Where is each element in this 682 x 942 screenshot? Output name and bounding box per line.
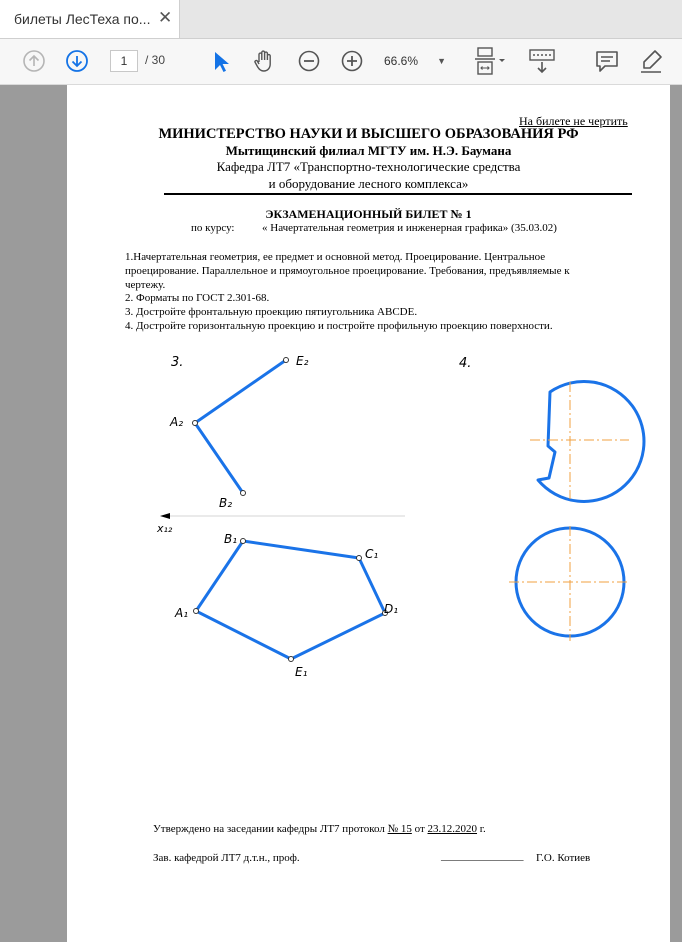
task3-label: 3. — [171, 355, 184, 370]
select-tool-icon[interactable] — [210, 50, 232, 74]
branch-title: Мытищинский филиал МГТУ им. Н.Э. Баумана — [225, 143, 512, 158]
course-name: « Начертательная геометрия и инженерная графика» (35.03.02) — [262, 222, 557, 234]
tab-bar — [0, 0, 682, 39]
point-E2 — [284, 358, 289, 363]
protocol-number: № 15 — [387, 823, 412, 835]
document-viewer[interactable] — [0, 85, 682, 942]
keyboard-scroll-icon[interactable] — [527, 47, 557, 75]
point-A1 — [194, 609, 199, 614]
comment-icon[interactable] — [594, 49, 620, 75]
ministry-title: МИНИСТЕРСТВО НАУКИ И ВЫСШЕГО ОБРАЗОВАНИЯ РФ — [158, 126, 579, 142]
zoom-level-select[interactable] — [384, 50, 450, 72]
ticket-title: ЭКЗАМЕНАЦИОННЫЙ БИЛЕТ № 1 — [265, 207, 472, 221]
highlight-pen-icon[interactable] — [638, 48, 664, 74]
previous-page-icon[interactable] — [22, 49, 46, 73]
approval-from: от — [414, 823, 425, 835]
tab-close-icon[interactable]: ✕ — [158, 8, 173, 27]
head-of-department-name: Г.О. Котиев — [536, 852, 591, 864]
protocol-date: 23.12.2020 — [427, 823, 478, 835]
zoom-in-icon[interactable] — [340, 49, 364, 73]
point-A2 — [193, 421, 198, 426]
point-E1 — [289, 657, 294, 662]
label-E2: E₂ — [296, 354, 309, 368]
zoom-out-icon[interactable] — [297, 49, 321, 73]
label-E1: E₁ — [295, 665, 308, 679]
approval-text: Утверждено на заседании кафедры ЛТ7 протокол — [153, 823, 385, 835]
axis-label: x₁₂ — [157, 522, 173, 535]
chevron-down-icon: ▼ — [437, 56, 446, 66]
page-number-input[interactable]: 1 — [110, 50, 138, 72]
page-total: / 30 — [145, 53, 166, 67]
department-line-2: и оборудование лесного комплекса» — [268, 176, 469, 191]
label-D1: D₁ — [384, 602, 399, 616]
drawing-area — [67, 85, 670, 942]
do-not-draw-note: На билете не чертить — [519, 114, 628, 128]
label-C1: C₁ — [365, 547, 379, 561]
question-2: 2. Форматы по ГОСТ 2.301-68. — [125, 292, 270, 304]
department-line-1: Кафедра ЛТ7 «Транспортно-технологические средства — [216, 159, 521, 174]
axis-arrow-icon — [160, 513, 170, 519]
fit-page-icon[interactable] — [473, 46, 509, 76]
next-page-icon[interactable] — [65, 49, 89, 73]
question-3: 3. Достройте фронтальную проекцию пятиугольника ABCDE. — [125, 306, 418, 318]
question-4: 4. Достройте горизонтальную проекцию и постройте профильную проекцию поверхности. — [125, 320, 553, 332]
label-A2: A₂ — [170, 415, 184, 429]
year-suffix: г. — [479, 823, 486, 835]
tab-title: билеты ЛесТеха по... — [14, 11, 151, 27]
document-page — [67, 85, 670, 942]
surface-frontal-view — [538, 381, 644, 501]
document-tab[interactable] — [0, 0, 180, 38]
question-1-line-1: 1.Начертательная геометрия, ее предмет и основной метод. Проецирование. Центральное — [125, 251, 546, 263]
question-1-line-2: проецирование. Параллельное и прямоугольное проецирование. Требования, предъявляемые к — [125, 265, 570, 277]
label-B1: B₁ — [224, 532, 238, 546]
head-of-department-title: Зав. кафедрой ЛТ7 д.т.н., проф. — [153, 852, 300, 864]
signature-line: _______________ — [441, 850, 524, 862]
question-1-line-3: чертежу. — [125, 279, 166, 291]
task4-label: 4. — [459, 356, 472, 371]
zoom-level-value: 66.6% — [384, 54, 419, 68]
approval-line — [153, 823, 486, 835]
point-B1 — [241, 539, 246, 544]
point-B2 — [241, 491, 246, 496]
hand-tool-icon[interactable] — [251, 48, 277, 74]
label-B2: B₂ — [219, 496, 233, 510]
toolbar — [0, 39, 682, 85]
point-C1 — [357, 556, 362, 561]
frontal-projection-line — [195, 360, 286, 493]
course-label: по курсу: — [191, 222, 235, 234]
label-A1: A₁ — [175, 606, 189, 620]
